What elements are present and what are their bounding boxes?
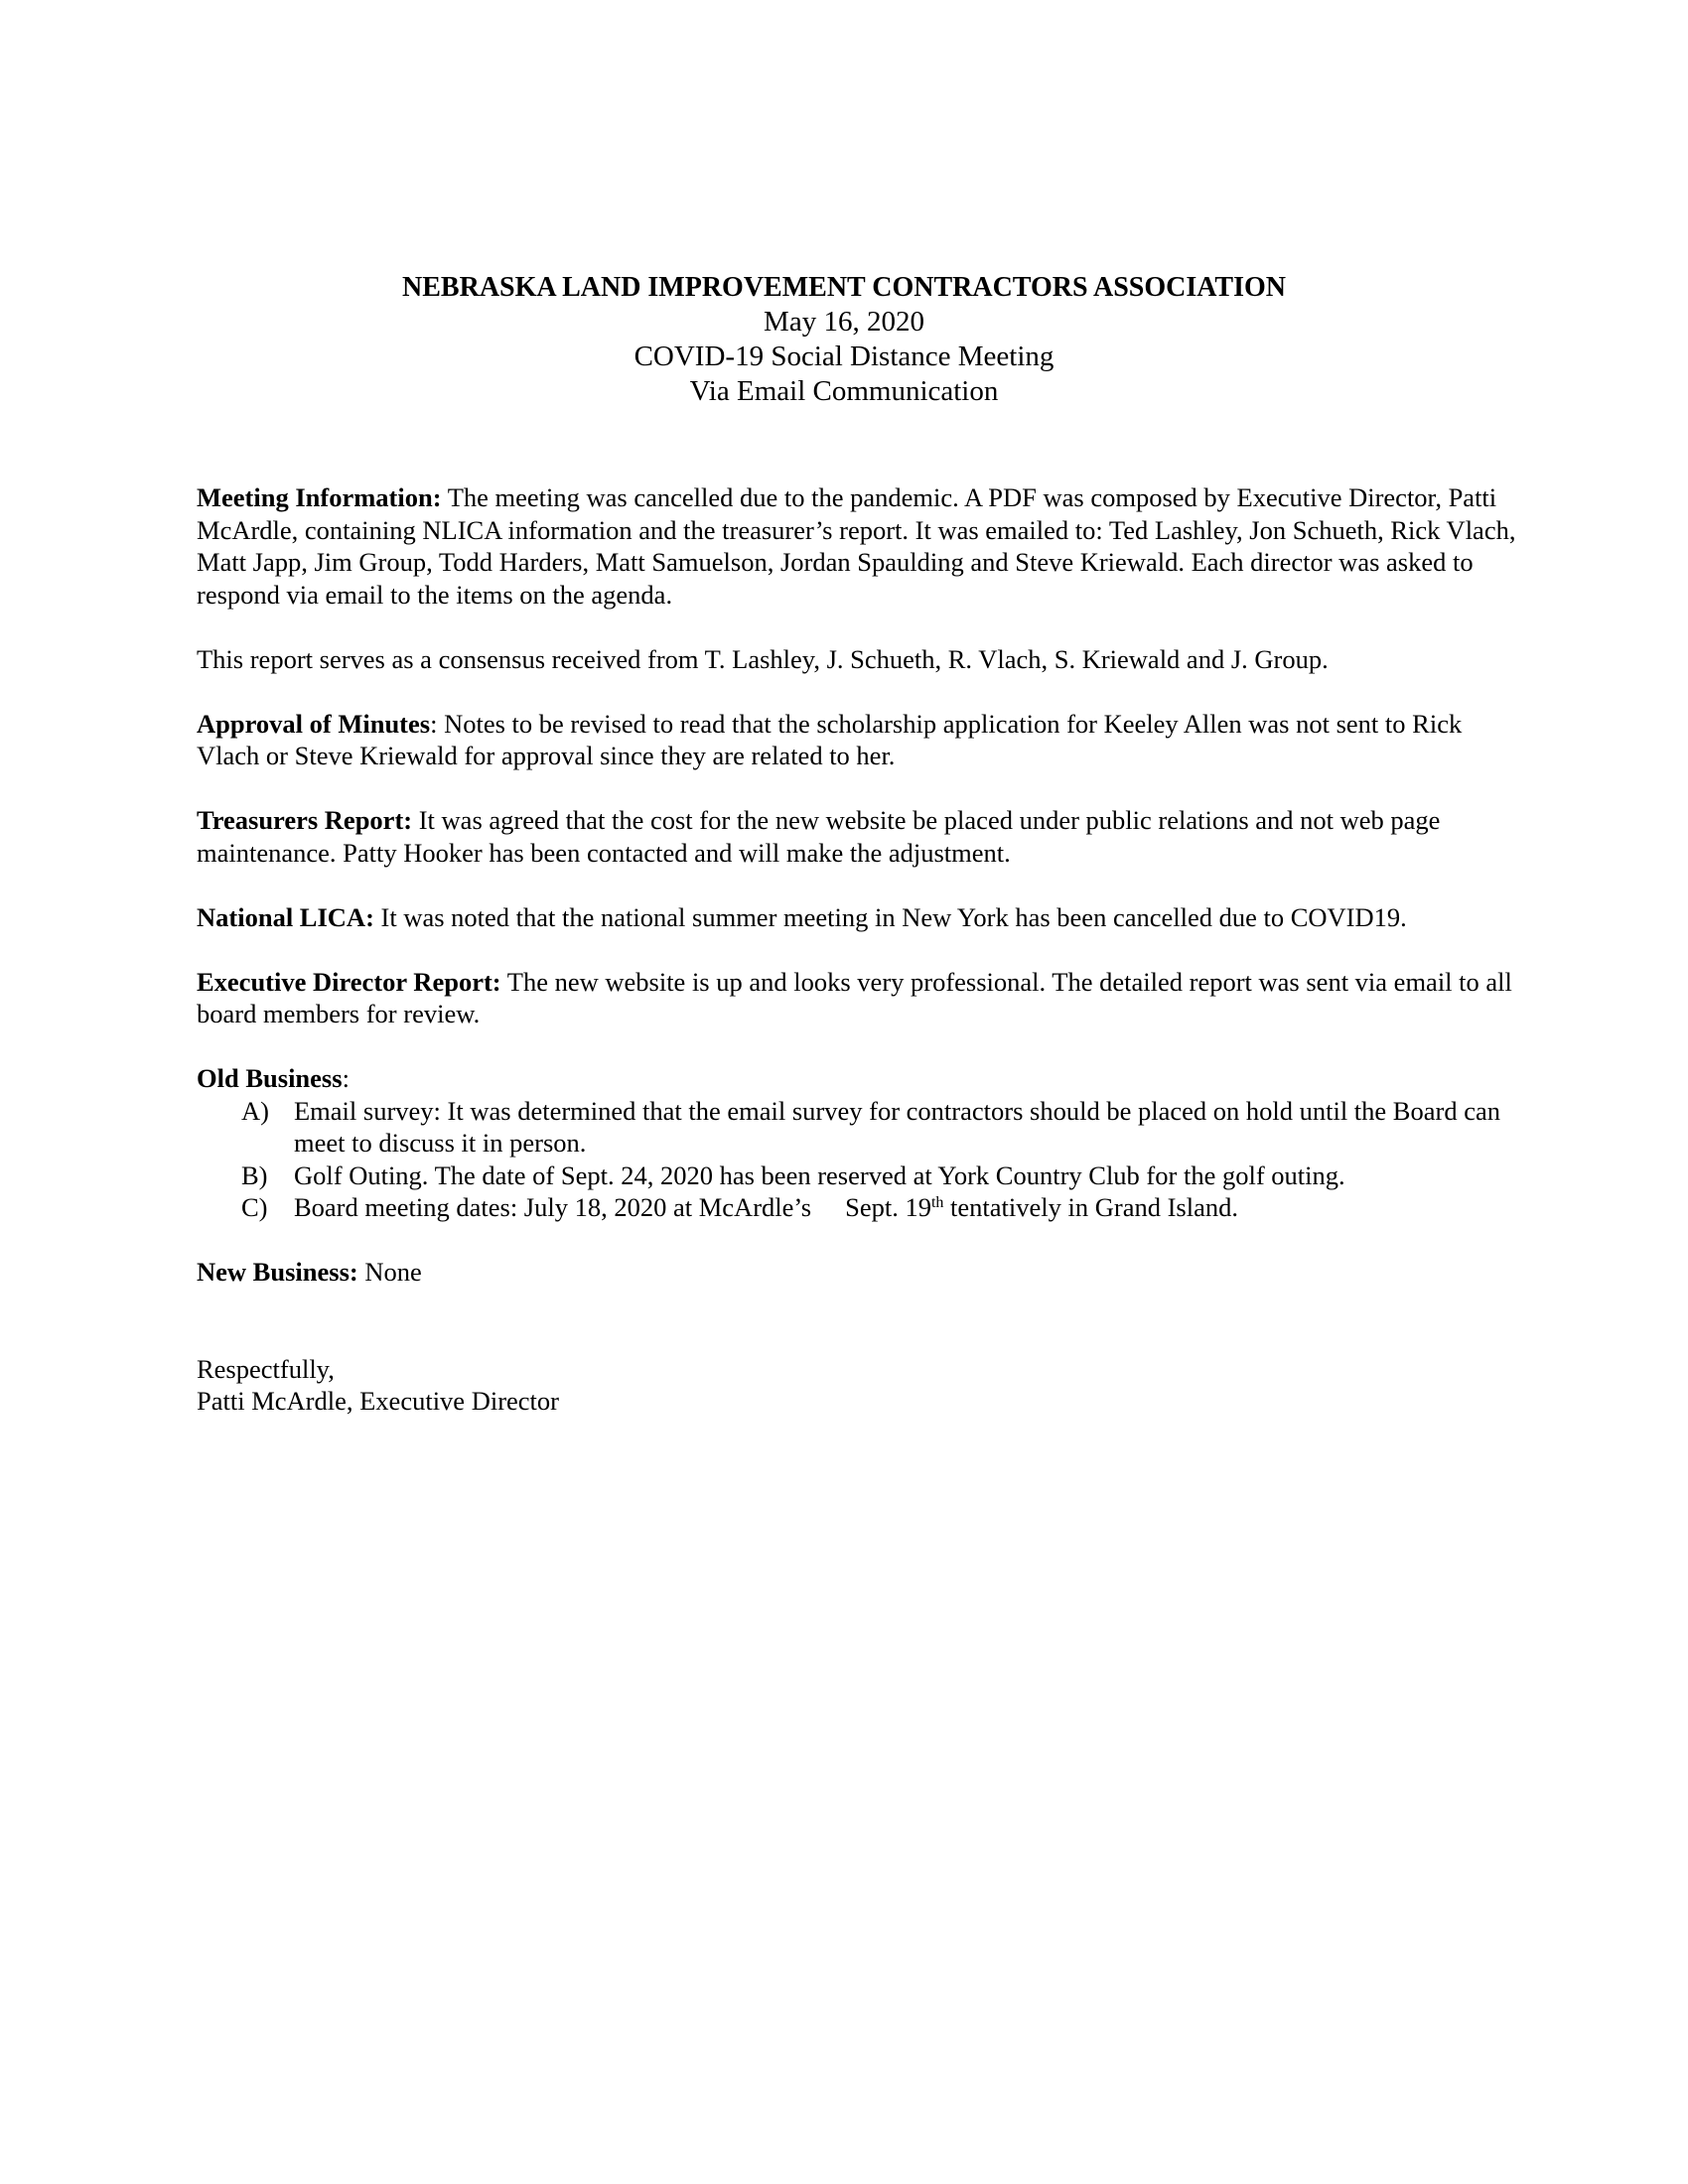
meeting-information-label: Meeting Information: [197, 482, 442, 512]
new-business-label: New Business: [197, 1257, 358, 1287]
executive-director-report-label: Executive Director Report: [197, 966, 501, 997]
list-marker: A) [241, 1095, 269, 1126]
national-lica-label: National LICA: [197, 901, 374, 932]
old-business-item [197, 1095, 1527, 1160]
treasurers-report-label: Treasurers Report: [197, 805, 413, 835]
old-business-list [197, 1095, 1527, 1224]
national-lica-paragraph [197, 901, 1527, 934]
old-business-item [197, 1160, 1527, 1192]
national-lica-text: It was noted that the national summer meeting in New York has been cancelled due to COVID19. [380, 901, 1407, 932]
grand-island-text: tentatively in Grand Island. [943, 1192, 1238, 1222]
old-business-item [197, 1191, 1527, 1224]
signoff [197, 1353, 1527, 1418]
meeting-information-paragraph [197, 481, 1527, 611]
approval-of-minutes-text: : Notes to be revised to read that the scholarship application for Keeley Allen was not sent to Rick Vlach or Steve Kriewald for approval since they are related to her. [197, 708, 1463, 770]
board-meeting-dates-text: Board meeting dates: July 18, 2020 at McArdle’s [294, 1192, 812, 1222]
treasurers-report-text: It was agreed that the cost for the new website be placed under public relations and not web page maintenance. Patty Hooker has been contacted and will make the adjustment. [197, 805, 1441, 868]
consensus-text: This report serves as a consensus received from T. Lashley, J. Schueth, R. Vlach, S. Kriewald and J. Group. [197, 643, 1329, 674]
new-business-paragraph [197, 1256, 1527, 1289]
old-business-item-text: Email survey: It was determined that the email survey for contractors should be placed on hold until the Board can meet to discuss it in person. [294, 1095, 1500, 1158]
approval-of-minutes-label: Approval of Minutes [197, 708, 431, 739]
meeting-information-text: The meeting was cancelled due to the pandemic. A PDF was composed by Executive Director, Patti McArdle, containing NLICA information and the treasurer’s report. It was emailed to: Ted Lashley, Jon Schueth, Rick Vlach, Matt Japp, Jim Group, Todd Harders, Matt Samuelson, Jordan Spaulding and Steve Kriewald. Each director was asked to respond via email to the items on the agenda. [197, 482, 1516, 610]
document-body [197, 481, 1527, 1418]
old-business-label-suffix: : [342, 1063, 350, 1093]
organization-title: NEBRASKA LAND IMPROVEMENT CONTRACTORS ASSOCIATION [402, 272, 1286, 303]
list-marker: C) [241, 1192, 268, 1222]
consensus-paragraph [197, 643, 1527, 676]
old-business-heading [197, 1062, 1527, 1095]
ordinal-superscript: th [930, 1194, 944, 1211]
meeting-date: May 16, 2020 [764, 306, 924, 338]
treasurers-report-paragraph [197, 804, 1527, 869]
executive-director-report-text: The new website is up and looks very professional. The detailed report was sent via email to all board members for review. [197, 966, 1512, 1028]
meeting-title: COVID-19 Social Distance Meeting [633, 341, 1055, 372]
new-business-text: None [364, 1257, 422, 1287]
closing-line: Respectfully, [197, 1353, 335, 1384]
old-business-label: Old Business [197, 1063, 343, 1093]
executive-director-report-paragraph [197, 966, 1527, 1030]
document-header [0, 270, 1688, 409]
list-marker: B) [241, 1160, 268, 1190]
sept-date-text: Sept. 19 [845, 1192, 931, 1222]
old-business-item-text: Golf Outing. The date of Sept. 24, 2020 has been reserved at York Country Club for the golf outing. [294, 1160, 1345, 1190]
signer-line: Patti McArdle, Executive Director [197, 1386, 559, 1416]
approval-of-minutes-paragraph [197, 708, 1527, 772]
meeting-mode: Via Email Communication [689, 375, 999, 407]
